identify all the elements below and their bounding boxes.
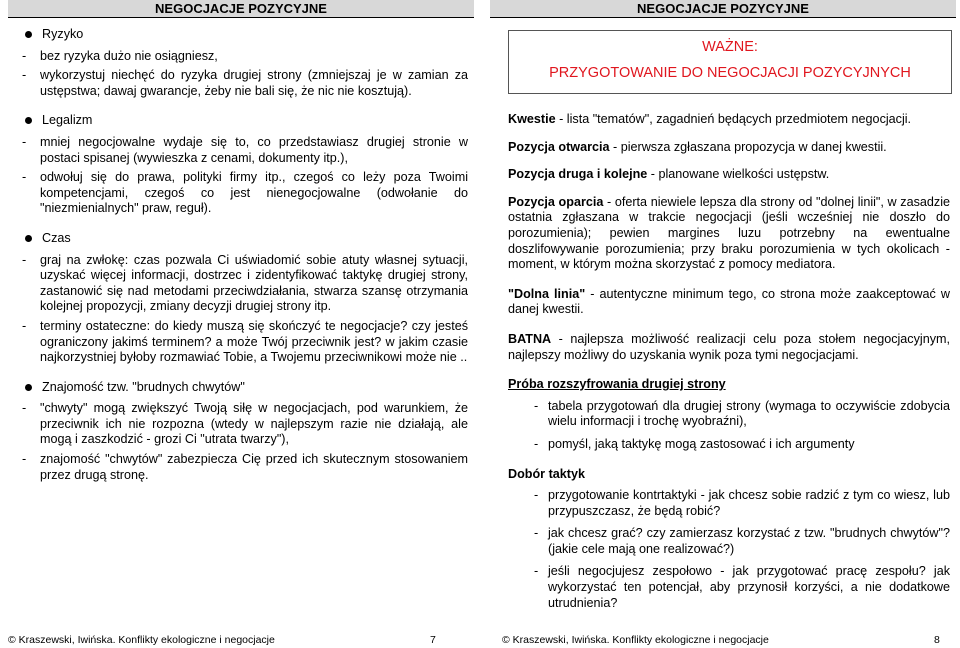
list-item: - pomyśl, jaką taktykę mogą zastosować i ich argumenty bbox=[534, 436, 855, 451]
section-title-text: Znajomość tzw. "brudnych chwytów" bbox=[42, 379, 245, 394]
section-czas bbox=[22, 231, 468, 366]
dash-icon: - bbox=[22, 170, 27, 185]
definition-term: Pozycja oparcia bbox=[508, 194, 604, 209]
definition: "Dolna linia" - autentyczne minimum tego, co strona może zaakceptować w danej kwestii. bbox=[508, 286, 950, 317]
section-title bbox=[22, 27, 468, 43]
important-subtitle: PRZYGOTOWANIE DO NEGOCJACJI POZYCYJNYCH bbox=[549, 65, 911, 81]
definition: Pozycja oparcia - oferta niewiele lepsza dla strony od "dolnej linii", w zasadzie ostatnia zgłaszana w trakcie negocjacji (jeśli wcześniej nie doszło do porozumienia); pewien margines luzu potrzebny na ewentualne doszlifowywanie porozumienia; przy braku porozumienia w tych okolicach - moment, w którym można skorzystać z pomocy mediatora. bbox=[508, 194, 951, 272]
definition-term: Pozycja druga i kolejne bbox=[508, 167, 648, 182]
right-footer bbox=[502, 634, 952, 646]
list-item: - tabela przygotowań dla drugiej strony (wymaga to oczywiście zdobycia wielu informacji i trochę wyobraźni), bbox=[534, 398, 950, 429]
left-content bbox=[22, 27, 468, 497]
list-item: - bez ryzyka dużo nie osiągniesz, bbox=[22, 48, 218, 63]
dash-icon: - bbox=[534, 436, 539, 451]
list-item: - jak chcesz grać? czy zamierzasz korzystać z tzw. "brudnych chwytów"? (jakie cele mają one realizować?) bbox=[534, 526, 950, 556]
section-legalizm bbox=[22, 113, 468, 217]
dash-icon: - bbox=[22, 452, 27, 467]
definition-term: Pozycja otwarcia bbox=[508, 139, 610, 154]
dash-icon: - bbox=[22, 252, 27, 267]
list-item: - terminy ostateczne: do kiedy muszą się skończyć te negocjacje? czy jesteś ograniczony jakimś terminem? a może Twój przeciwnik jest? w jakim czasie najkorzystniej byłoby rozmawiać Tobie, a Twojemu przeciwnikowi może nie .. bbox=[22, 318, 468, 365]
section-title-text: Ryzyko bbox=[42, 27, 84, 41]
dash-icon: - bbox=[22, 401, 27, 416]
dash-icon: - bbox=[22, 68, 27, 83]
dash-icon: - bbox=[22, 134, 27, 149]
list-item: - przygotowanie kontrtaktyki - jak chcesz sobie radzić z tym co wiesz, lub przypuszczasz, że będą robić? bbox=[534, 488, 950, 518]
list-item: - odwołuj się do prawa, polityki firmy itp., czegoś co leży poza Twoimi kompetencjami, czegoś co jest nienegocjowalne (odwołanie do "niezmienialnych" praw, reguł). bbox=[22, 170, 468, 216]
definition-term: BATNA bbox=[508, 331, 552, 346]
definition: Pozycja druga i kolejne - planowane wielkości ustępstw. bbox=[508, 167, 830, 182]
bullet-icon bbox=[25, 235, 32, 242]
definition-term: "Dolna linia" bbox=[508, 286, 586, 301]
bullet-icon bbox=[25, 117, 32, 124]
left-page bbox=[0, 0, 476, 648]
dash-icon: - bbox=[22, 318, 27, 333]
section-title-text: Legalizm bbox=[42, 113, 93, 128]
dash-icon: - bbox=[534, 564, 539, 579]
list-item: - wykorzystuj niechęć do ryzyka drugiej strony (zmniejszaj je w zamian za ustępstwa; dawaj gwarancje, żeby nie bali się, że nic nie kosztują). bbox=[22, 68, 468, 98]
section-title-text: Czas bbox=[42, 230, 71, 245]
list-item: - graj na zwłokę: czas pozwala Ci uświadomić sobie atuty własnej sytuacji, uzyskać więcej informacji, dostrzec i zidentyfikować taktykę drugiej strony, zastanowić się nad metodami przeciwdziałania, stwarza szansę otrzymania kolejnej propozycji, zmiany decyzji drugiej strony itp. bbox=[22, 252, 468, 314]
left-page-header: NEGOCJACJE POZYCYJNE bbox=[8, 0, 474, 18]
right-page bbox=[484, 0, 960, 648]
list-item: - mniej negocjowalne wydaje się to, co przedstawiasz drugiej stronie w postaci spisanej (wywieszka z cenami, dokumenty itp.), bbox=[22, 134, 468, 165]
section-title bbox=[22, 231, 468, 247]
dobor-title: Dobór taktyk bbox=[508, 466, 585, 481]
dash-icon: - bbox=[534, 398, 539, 413]
section-title bbox=[22, 380, 468, 396]
right-page-header: NEGOCJACJE POZYCYJNE bbox=[490, 0, 956, 18]
bullet-icon bbox=[25, 31, 32, 38]
dash-icon: - bbox=[22, 48, 27, 63]
dash-icon: - bbox=[534, 488, 539, 503]
section-title bbox=[22, 113, 468, 129]
footer-text: © Kraszewski, Iwińska. Konflikty ekologiczne i negocjacje bbox=[8, 634, 275, 646]
important-title: WAŻNE: bbox=[702, 39, 758, 55]
bullet-icon bbox=[25, 384, 32, 391]
page-number: 7 bbox=[430, 634, 436, 646]
dash-icon: - bbox=[534, 526, 539, 541]
list-item: - znajomość "chwytów" zabezpiecza Cię przed ich skutecznym stosowaniem przez drugą stronę. bbox=[22, 452, 468, 482]
proba-title: Próba rozszyfrowania drugiej strony bbox=[508, 377, 726, 392]
right-content bbox=[508, 112, 950, 618]
definition-term: Kwestie bbox=[508, 112, 556, 126]
definition: BATNA - najlepsza możliwość realizacji celu poza stołem negocjacyjnym, najlepszy możliwy do uzyskania wynik poza tymi negocjacjami. bbox=[508, 331, 950, 362]
important-box bbox=[508, 30, 952, 94]
footer-text: © Kraszewski, Iwińska. Konflikty ekologiczne i negocjacje bbox=[502, 634, 769, 646]
section-ryzyko bbox=[22, 27, 468, 99]
left-footer bbox=[8, 634, 448, 646]
section-brudne-chwyty bbox=[22, 380, 468, 484]
page-number: 8 bbox=[934, 634, 940, 646]
definition: Pozycja otwarcia - pierwsza zgłaszana propozycja w danej kwestii. bbox=[508, 139, 887, 154]
list-item: - jeśli negocjujesz zespołowo - jak przygotować pracę zespołu? jak wykorzystać ten potencjał, aby przynosił korzyści, a nie dodatkowe utrudnienia? bbox=[534, 564, 950, 610]
definition: Kwestie - lista "tematów", zagadnień będących przedmiotem negocjacji. bbox=[508, 112, 912, 126]
list-item: - "chwyty" mogą zwiększyć Twoją siłę w negocjacjach, pod warunkiem, że przeciwnik ich nie rozpozna (wtedy w najlepszym razie nie działają, ale mogą i zaszkodzić - grozi Ci "utrata twarzy"), bbox=[22, 401, 468, 447]
